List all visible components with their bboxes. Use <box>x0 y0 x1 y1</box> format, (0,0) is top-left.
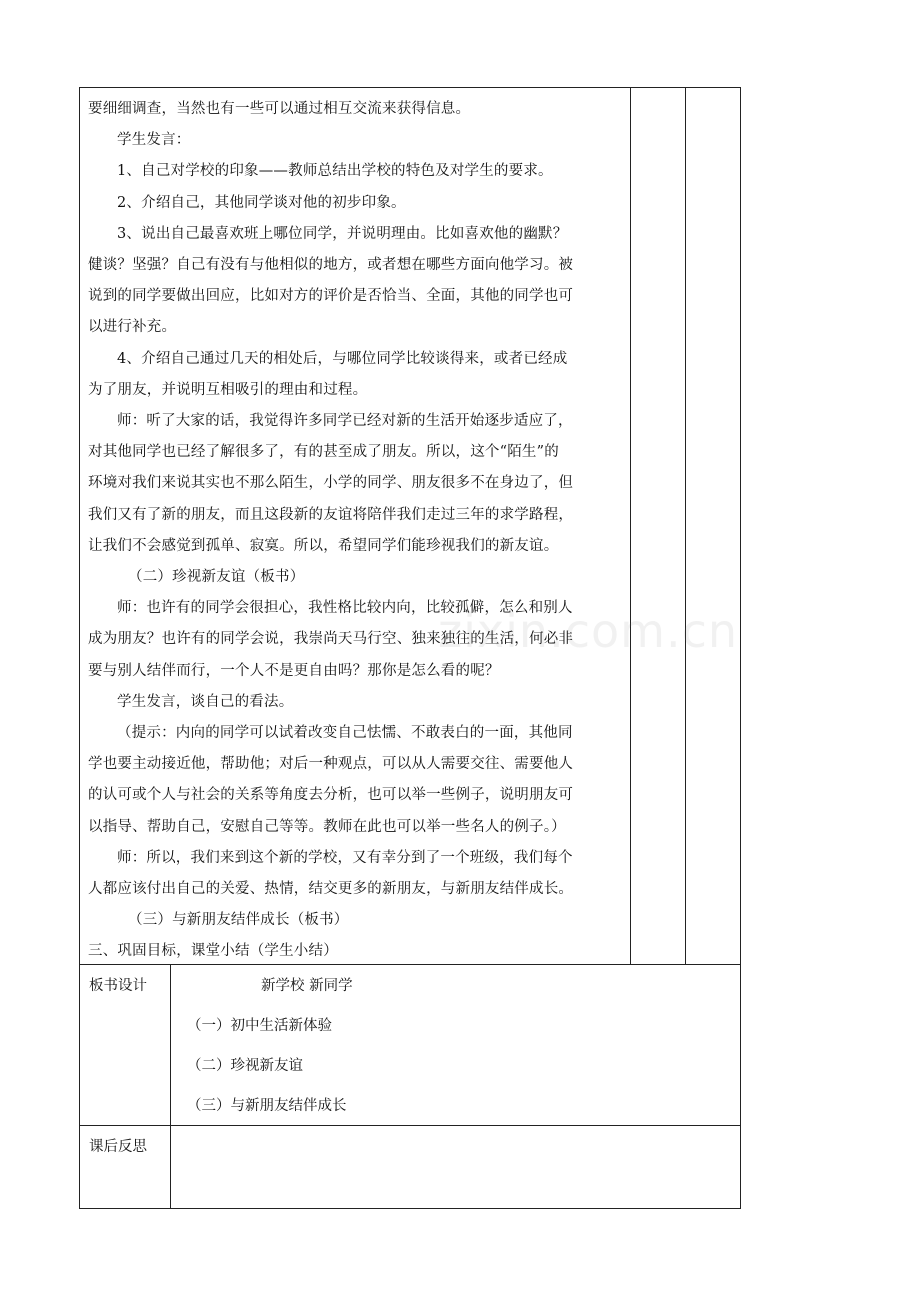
row-divider-2 <box>80 1125 740 1126</box>
teaching-process-text <box>88 94 628 968</box>
text-line: 4、介绍自己通过几天的相处后，与哪位同学比较谈得来，或者已经成 <box>117 350 568 367</box>
text-line: 健谈？坚强？自己有没有与他相似的地方，或者想在哪些方面向他学习。被 <box>88 257 574 274</box>
board-design-label: 板书设计 <box>89 978 147 994</box>
text-line: 要与别人结伴而行，一个人不是更自由吗？那你是怎么看的呢？ <box>88 662 500 679</box>
column-divider-2 <box>685 88 686 964</box>
text-line: 学生发言，谈自己的看法。 <box>117 693 294 710</box>
text-line: 1、自己对学校的印象——教师总结出学校的特色及对学生的要求。 <box>117 163 553 180</box>
text-line: 以进行补充。 <box>88 319 177 336</box>
text-line: 我们又有了新的朋友，而且这段新的友谊将陪伴我们走过三年的求学路程， <box>88 506 574 523</box>
text-line: 成为朋友？也许有的同学会说，我崇尚天马行空、独来独往的生活，何必非 <box>88 631 574 648</box>
board-design-item: （一）初中生活新体验 <box>187 1018 332 1034</box>
text-line: 学也要主动接近他，帮助他；对后一种观点，可以从人需要交往、需要他人 <box>88 756 574 773</box>
text-line: 为了朋友，并说明互相吸引的理由和过程。 <box>88 381 368 398</box>
text-line: 师：也许有的同学会很担心，我性格比较内向，比较孤僻，怎么和别人 <box>117 600 573 617</box>
text-line: 环境对我们来说其实也不那么陌生，小学的同学、朋友很多不在身边了，但 <box>88 475 574 492</box>
text-line: 以指导、帮助自己，安慰自己等等。教师在此也可以举一些名人的例子。） <box>88 818 566 835</box>
text-line: 让我们不会感觉到孤单、寂寞。所以，希望同学们能珍视我们的新友谊。 <box>88 537 559 554</box>
text-line: 师：听了大家的话，我觉得许多同学已经对新的生活开始逐步适应了， <box>117 413 573 430</box>
text-line: 师：所以，我们来到这个新的学校，又有幸分到了一个班级，我们每个 <box>117 849 573 866</box>
lesson-plan-table <box>79 87 741 1209</box>
text-line: 要细细调查，当然也有一些可以通过相互交流来获得信息。 <box>88 101 471 117</box>
text-line: 3、说出自己最喜欢班上哪位同学，并说明理由。比如喜欢他的幽默？ <box>117 225 568 242</box>
board-design-item: （二）珍视新友谊 <box>187 1058 303 1074</box>
reflection-label: 课后反思 <box>89 1139 147 1155</box>
section-heading: （二）珍视新友谊（板书） <box>128 569 305 586</box>
text-line: 说到的同学要做出回应，比如对方的评价是否恰当、全面，其他的同学也可 <box>88 288 574 305</box>
board-design-item: （三）与新朋友结伴成长 <box>187 1098 347 1114</box>
board-design-title: 新学校 新同学 <box>261 978 353 994</box>
text-line: 的认可或个人与社会的关系等角度去分析，也可以举一些例子，说明朋友可 <box>88 787 574 804</box>
section-heading: 三、巩固目标，课堂小结（学生小结） <box>88 943 338 960</box>
section-heading: （三）与新朋友结伴成长（板书） <box>128 912 349 929</box>
watermark: zixin.com.cn <box>438 604 739 658</box>
text-line: 人都应该付出自己的关爱、热情，结交更多的新朋友，与新朋友结伴成长。 <box>88 881 574 898</box>
label-column-divider <box>170 964 171 1209</box>
column-divider-1 <box>630 88 631 964</box>
text-line: （提示：内向的同学可以试着改变自己怯懦、不敢表白的一面，其他同 <box>117 725 573 742</box>
text-line: 学生发言： <box>117 132 191 149</box>
text-line: 2、介绍自己，其他同学谈对他的初步印象。 <box>117 194 406 211</box>
text-line: 对其他同学也已经了解很多了，有的甚至成了朋友。所以，这个“陌生”的 <box>88 444 559 461</box>
